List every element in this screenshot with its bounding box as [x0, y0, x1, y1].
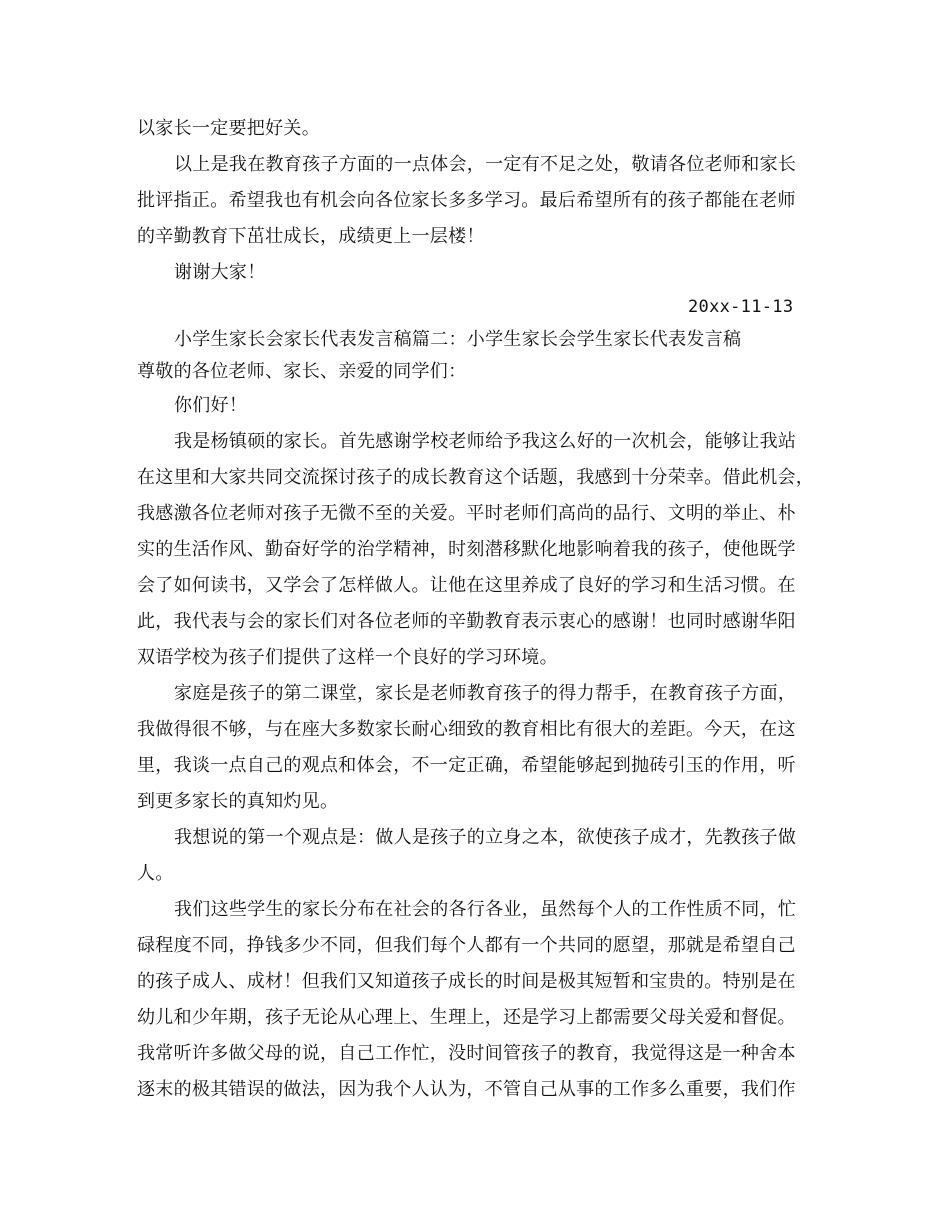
text-line-25: 的孩子成人、成材！但我们又知道孩子成长的时间是极其短暂和宝贵的。特别是在	[137, 971, 796, 992]
text-line-10: 我是杨镇硕的家长。首先感谢学校老师给予我这么好的一次机会，能够让我站	[174, 431, 797, 452]
text-line-4: 的辛勤教育下茁壮成长，成绩更上一层楼！	[137, 226, 485, 247]
section-heading: 小学生家长会家长代表发言稿篇二：小学生家长会学生家长代表发言稿	[174, 329, 742, 350]
text-line-12: 我感激各位老师对孩子无微不至的关爱。平时老师们高尚的品行、文明的举止、朴	[137, 503, 796, 524]
text-line-19: 里，我谈一点自己的观点和体会，不一定正确，希望能够起到抛砖引玉的作用，听	[137, 755, 796, 776]
text-line-28: 逐末的极其错误的做法，因为我个人认为，不管自己从事的工作多么重要，我们作	[137, 1079, 796, 1100]
text-line-27: 我常听许多做父母的说，自己工作忙，没时间管孩子的教育，我觉得这是一种舍本	[137, 1043, 796, 1064]
text-line-22: 人。	[137, 863, 174, 884]
salutation: 尊敬的各位老师、家长、亲爱的同学们：	[137, 361, 467, 382]
date-line: 20xx-11-13	[688, 297, 794, 317]
text-line-21: 我想说的第一个观点是：做人是孩子的立身之本，欲使孩子成才，先教孩子做	[174, 827, 797, 848]
text-line-14: 会了如何读书，又学会了怎样做人。让他在这里养成了良好的学习和生活习惯。在	[137, 575, 796, 596]
text-line-23: 我们这些学生的家长分布在社会的各行各业，虽然每个人的工作性质不同，忙	[174, 899, 797, 920]
text-line-1: 以家长一定要把好关。	[137, 118, 320, 139]
text-line-3: 批评指正。希望我也有机会向各位家长多多学习。最后希望所有的孩子都能在老师	[137, 190, 796, 211]
text-line-17: 家庭是孩子的第二课堂，家长是老师教育孩子的得力帮手，在教育孩子方面，	[174, 683, 797, 704]
text-line-20: 到更多家长的真知灼见。	[137, 791, 339, 812]
text-line-26: 幼儿和少年期，孩子无论从心理上、生理上，还是学习上都需要父母关爱和督促。	[137, 1007, 796, 1028]
text-line-15: 此，我代表与会的家长们对各位老师的辛勤教育表示衷心的感谢！也同时感谢华阳	[137, 611, 796, 632]
text-line-5: 谢谢大家！	[174, 262, 266, 283]
greeting: 你们好！	[174, 395, 248, 416]
text-line-2: 以上是我在教育孩子方面的一点体会，一定有不足之处，敬请各位老师和家长	[174, 154, 797, 175]
text-line-11: 在这里和大家共同交流探讨孩子的成长教育这个话题，我感到十分荣幸。借此机会，	[137, 467, 815, 488]
text-line-13: 实的生活作风、勤奋好学的治学精神，时刻潜移默化地影响着我的孩子，使他既学	[137, 539, 796, 560]
text-line-16: 双语学校为孩子们提供了这样一个良好的学习环境。	[137, 647, 558, 668]
text-line-24: 碌程度不同，挣钱多少不同，但我们每个人都有一个共同的愿望，那就是希望自己	[137, 935, 796, 956]
text-line-18: 我做得很不够，与在座大多数家长耐心细致的教育相比有很大的差距。今天，在这	[137, 719, 796, 740]
